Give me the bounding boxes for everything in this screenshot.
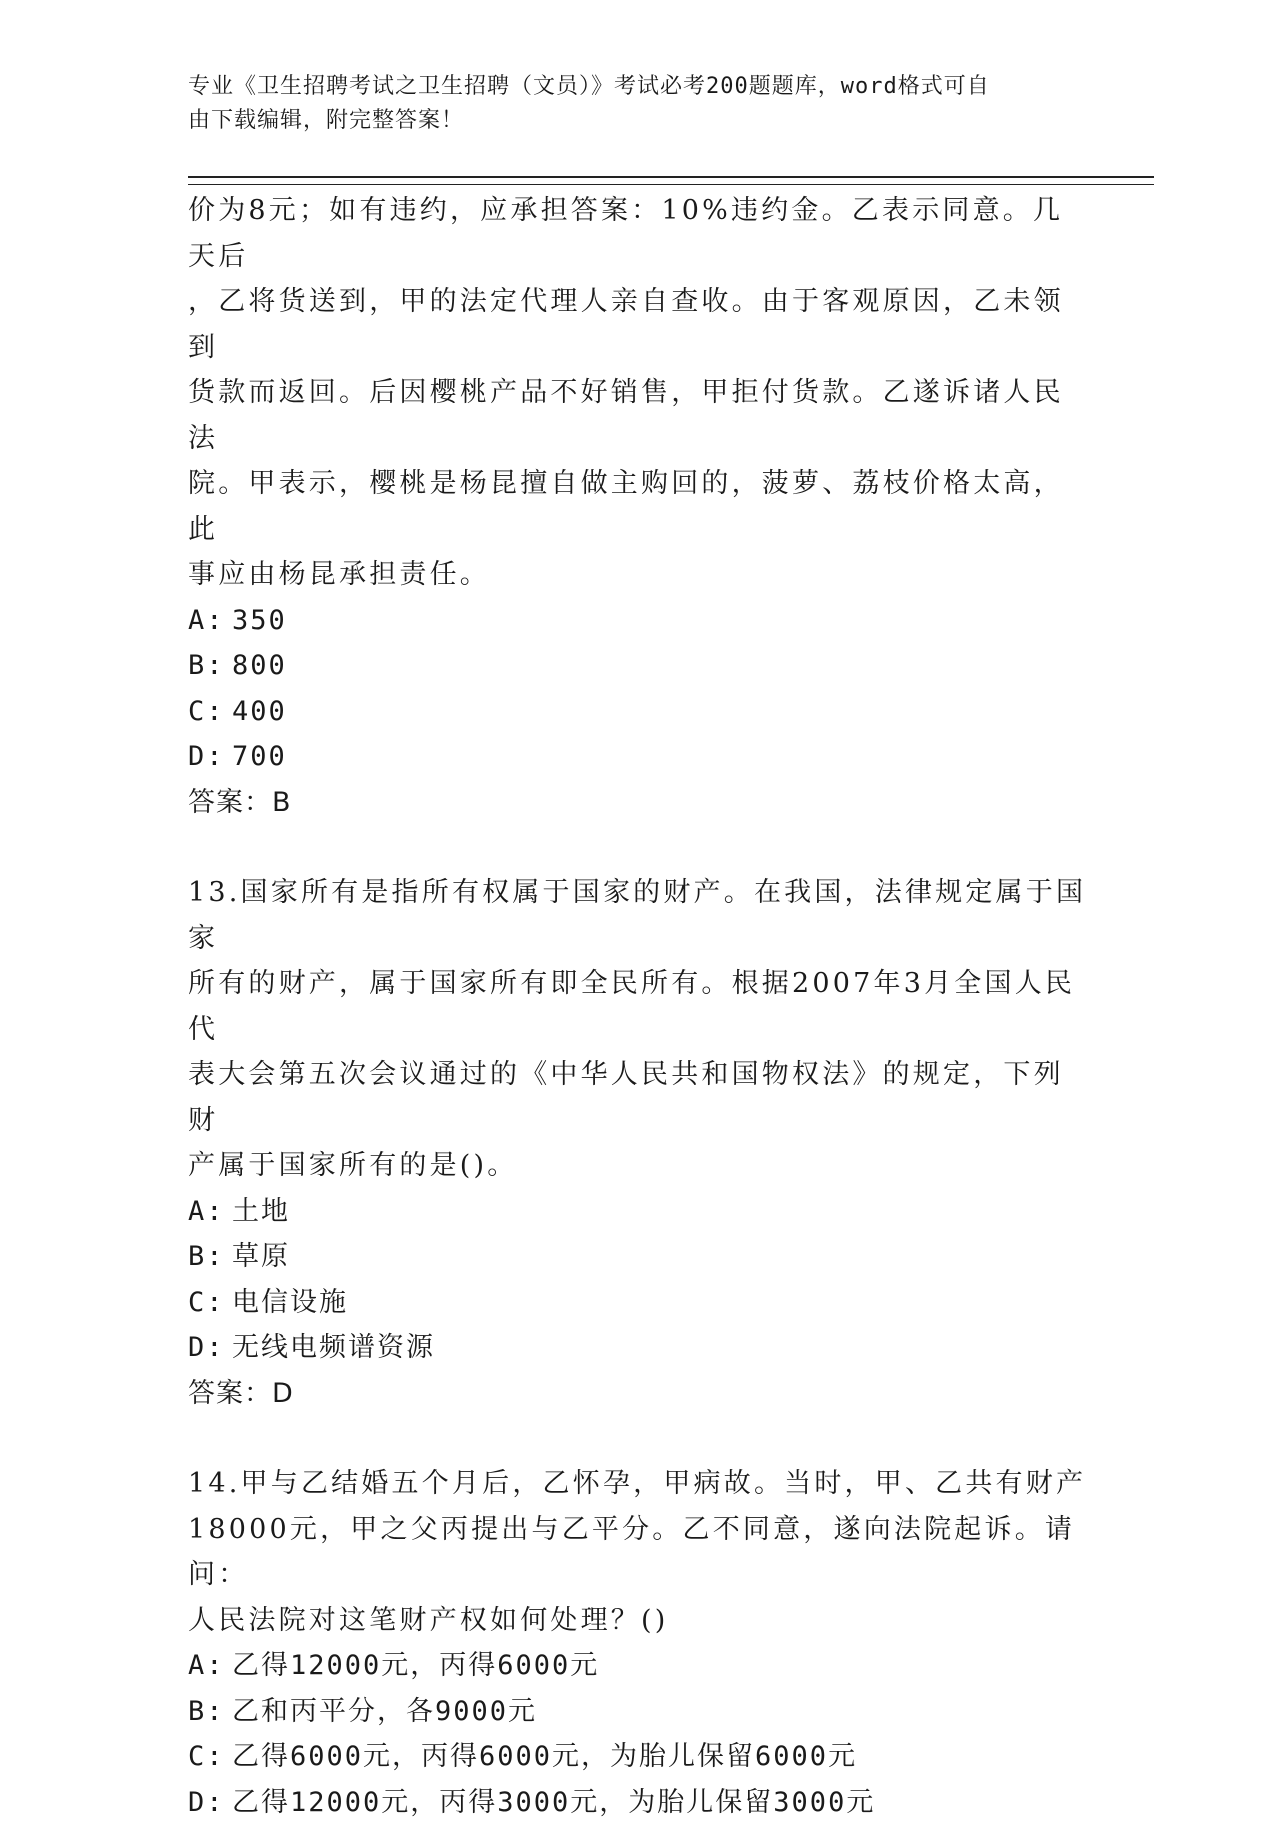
option-a xyxy=(188,1189,1088,1235)
option-text: 400 xyxy=(232,696,287,727)
question-text-line: 产属于国家所有的是()。 xyxy=(188,1143,1088,1189)
header-divider xyxy=(188,176,1154,185)
question-text-line: 表大会第五次会议通过的《中华人民共和国物权法》的规定，下列财 xyxy=(188,1052,1088,1143)
option-c xyxy=(188,689,1088,735)
document-header xyxy=(188,70,1068,138)
option-b xyxy=(188,1689,1088,1735)
answer-line: 答案：D xyxy=(188,1371,1088,1417)
option-label: A: xyxy=(188,1643,232,1689)
option-label: C: xyxy=(188,689,232,735)
option-text: 乙得12000元，丙得6000元 xyxy=(232,1650,599,1681)
option-c xyxy=(188,1734,1088,1780)
option-b xyxy=(188,643,1088,689)
question-text-line: 院。甲表示，樱桃是杨昆擅自做主购回的，菠萝、荔枝价格太高，此 xyxy=(188,461,1088,552)
question-12 xyxy=(188,188,1088,825)
option-d xyxy=(188,734,1088,780)
option-label: B: xyxy=(188,1234,232,1280)
option-label: C: xyxy=(188,1734,232,1780)
option-text: 乙得6000元，丙得6000元，为胎儿保留6000元 xyxy=(232,1741,857,1772)
option-text: 乙和丙平分，各9000元 xyxy=(232,1696,537,1727)
document-body xyxy=(188,188,1088,1825)
option-label: B: xyxy=(188,1689,232,1735)
option-label: C: xyxy=(188,1280,232,1326)
question-text-line: 13.国家所有是指所有权属于国家的财产。在我国，法律规定属于国家 xyxy=(188,870,1088,961)
question-14 xyxy=(188,1461,1088,1825)
option-text: 无线电频谱资源 xyxy=(232,1332,435,1363)
option-d xyxy=(188,1325,1088,1371)
question-text-line: 18000元，甲之父丙提出与乙平分。乙不同意，遂向法院起诉。请问： xyxy=(188,1507,1088,1598)
option-text: 350 xyxy=(232,605,287,636)
question-13 xyxy=(188,870,1088,1416)
option-label: D: xyxy=(188,1780,232,1825)
option-label: A: xyxy=(188,1189,232,1235)
question-text-line: 所有的财产，属于国家所有即全民所有。根据2007年3月全国人民代 xyxy=(188,961,1088,1052)
option-text: 土地 xyxy=(232,1196,290,1227)
answer-line: 答案：B xyxy=(188,780,1088,826)
option-text: 乙得12000元，丙得3000元，为胎儿保留3000元 xyxy=(232,1787,875,1818)
question-text-line: 价为8元；如有违约，应承担答案：10%违约金。乙表示同意。几天后 xyxy=(188,188,1088,279)
option-label: A: xyxy=(188,598,232,644)
question-spacer xyxy=(188,1416,1088,1461)
option-b xyxy=(188,1234,1088,1280)
option-a xyxy=(188,598,1088,644)
option-d xyxy=(188,1780,1088,1825)
option-c xyxy=(188,1280,1088,1326)
question-text-line: ，乙将货送到，甲的法定代理人亲自查收。由于客观原因，乙未领到 xyxy=(188,279,1088,370)
header-line-2: 由下载编辑，附完整答案！ xyxy=(188,104,1068,138)
option-text: 草原 xyxy=(232,1241,290,1272)
option-text: 700 xyxy=(232,741,287,772)
option-text: 800 xyxy=(232,650,287,681)
option-text: 电信设施 xyxy=(232,1287,348,1318)
question-text-line: 货款而返回。后因樱桃产品不好销售，甲拒付货款。乙遂诉诸人民法 xyxy=(188,370,1088,461)
option-label: D: xyxy=(188,1325,232,1371)
question-text-line: 人民法院对这笔财产权如何处理？() xyxy=(188,1598,1088,1644)
question-text-line: 14.甲与乙结婚五个月后，乙怀孕，甲病故。当时，甲、乙共有财产 xyxy=(188,1461,1088,1507)
question-text-line: 事应由杨昆承担责任。 xyxy=(188,552,1088,598)
option-label: B: xyxy=(188,643,232,689)
header-line-1: 专业《卫生招聘考试之卫生招聘（文员）》考试必考200题题库，word格式可自 xyxy=(188,70,1068,104)
option-label: D: xyxy=(188,734,232,780)
question-spacer xyxy=(188,825,1088,870)
